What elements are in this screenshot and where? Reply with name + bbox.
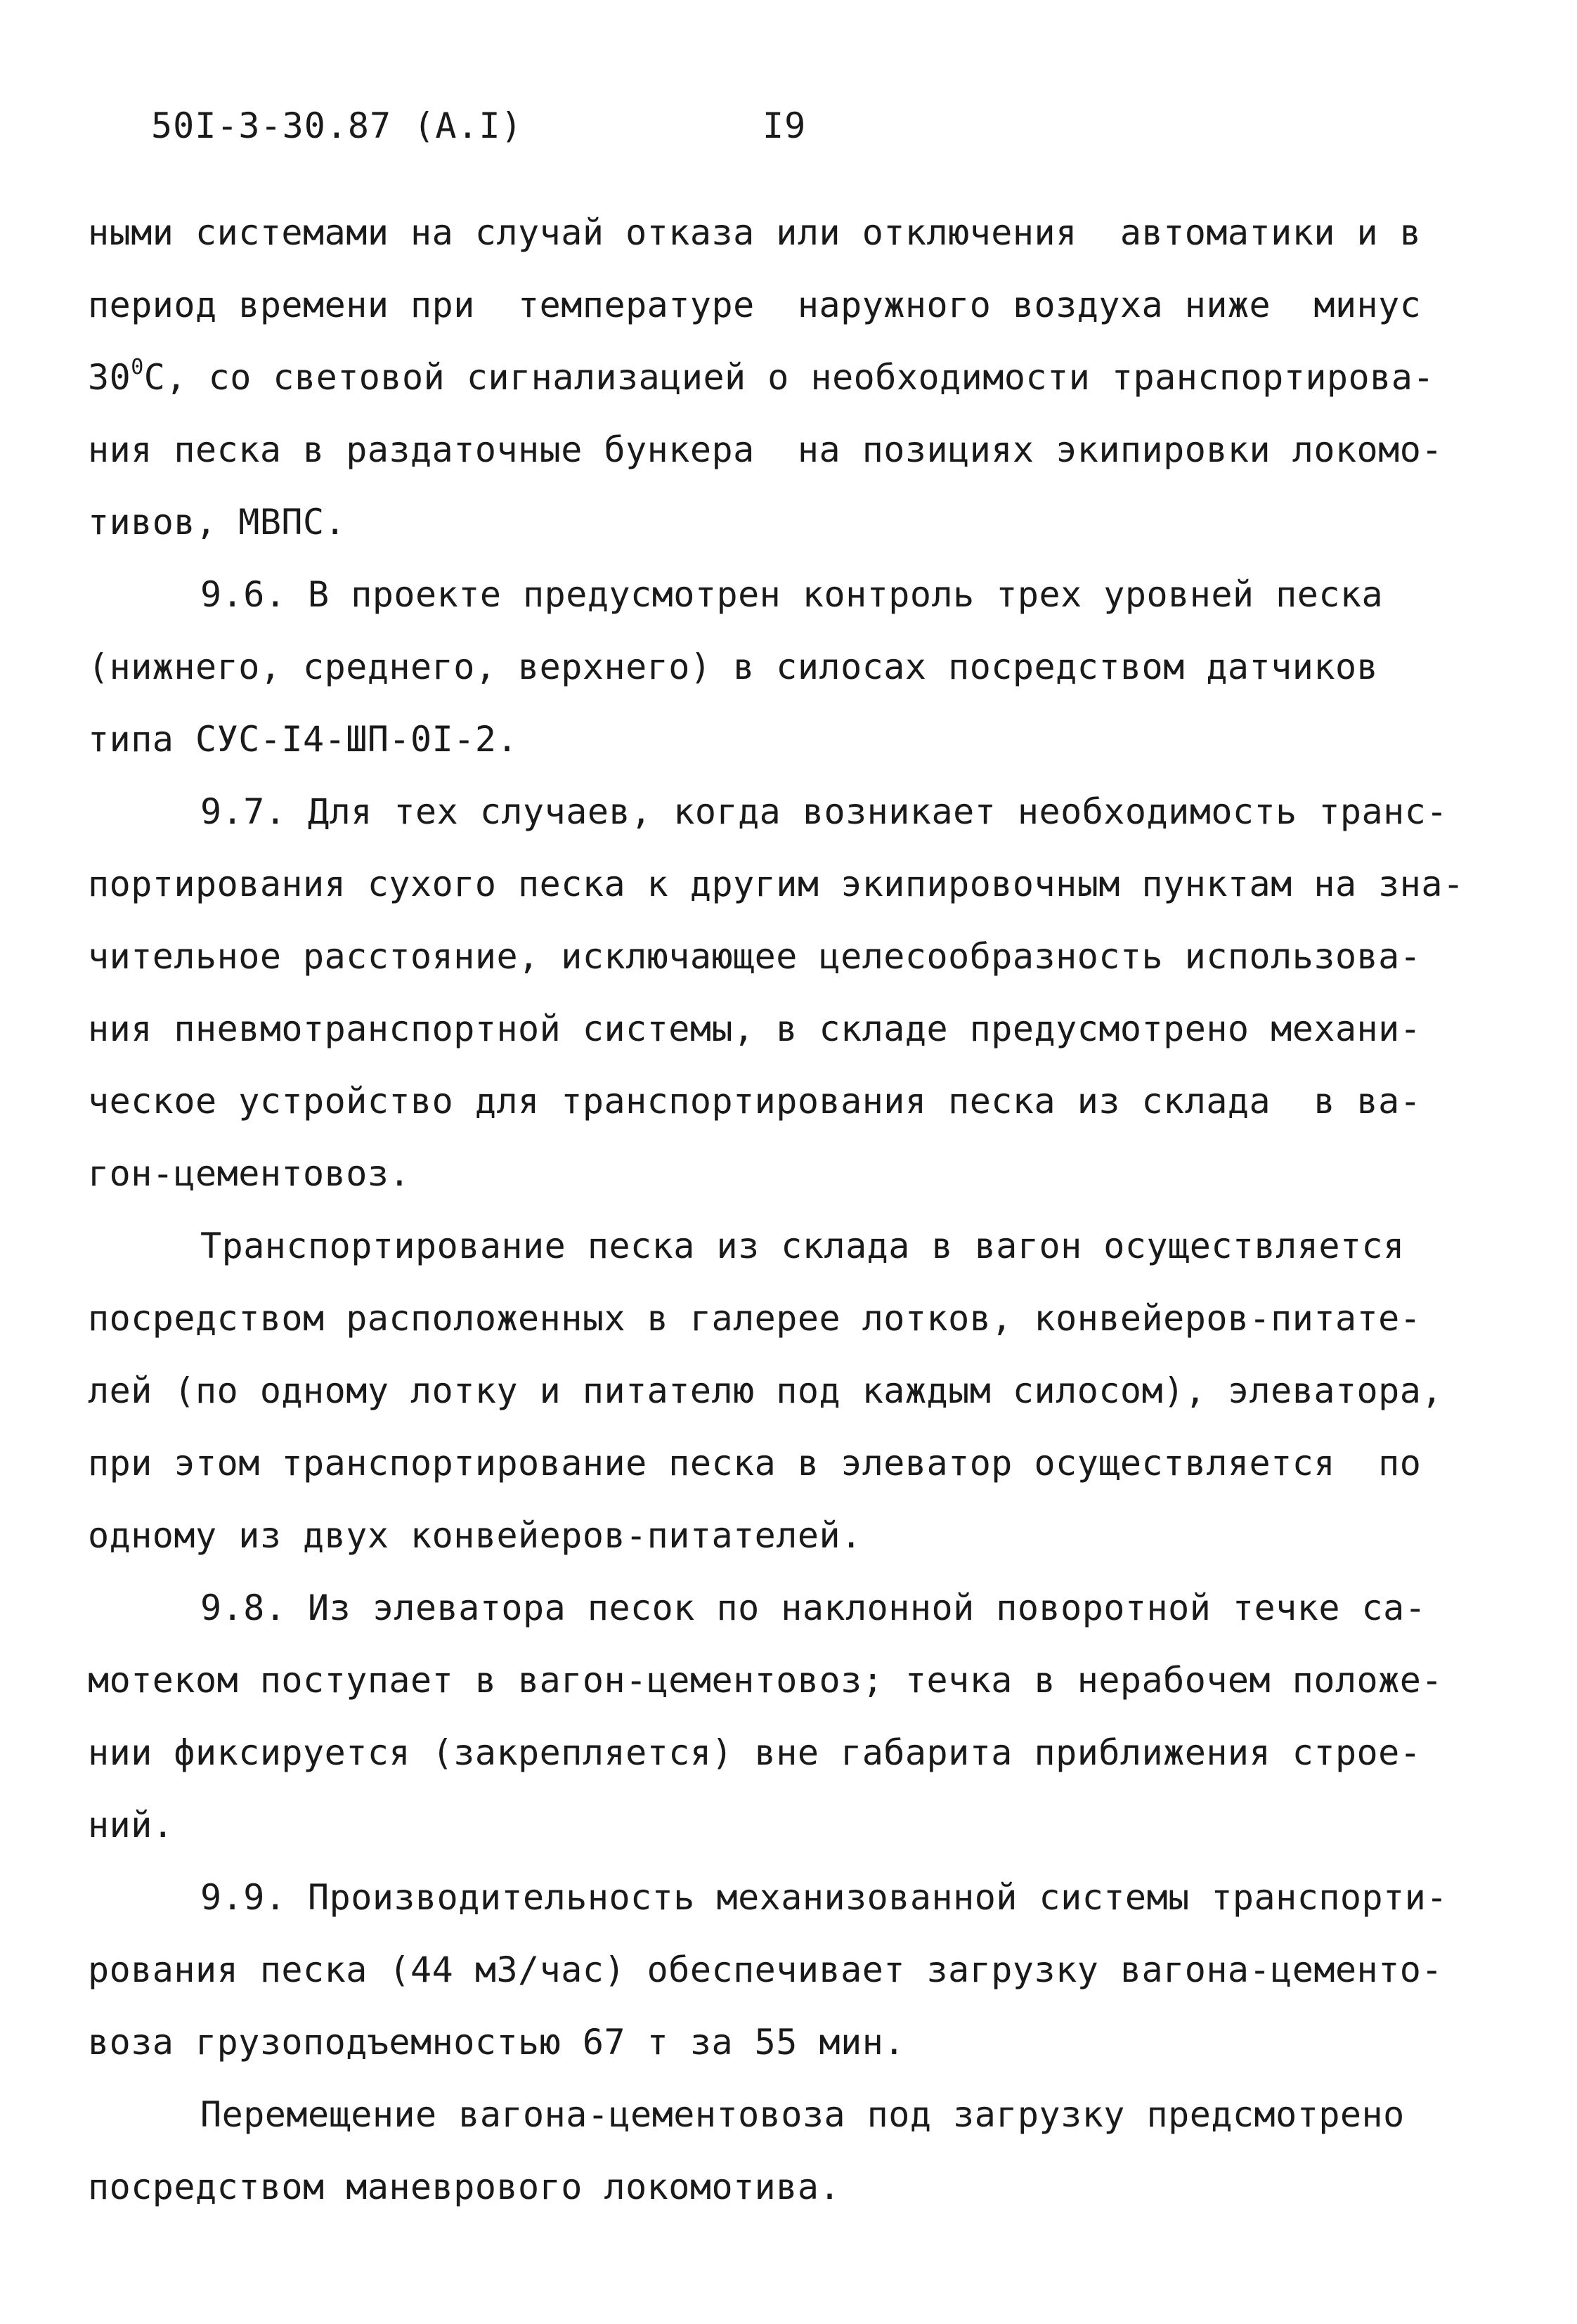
page-number: I9 [762, 105, 807, 146]
text-line: 9.6. В проекте предусмотрен контроль трех уровней песка [200, 574, 1384, 615]
text-line: одному из двух конвейеров-питателей. [88, 1515, 862, 1556]
text-line: при этом транспортирование песка в элеватор осуществляется по [88, 1443, 1422, 1484]
text-line: воза грузоподъемностью 67 т за 55 мин. [88, 2022, 905, 2063]
text-line: 9.8. Из элеватора песок по наклонной поворотной течке са- [200, 1588, 1427, 1628]
text-line: период времени при температуре наружного воздуха ниже минус [88, 285, 1422, 325]
text-line: лей (по одному лотку и питателю под каждым силосом), элеватора, [88, 1370, 1443, 1411]
text-line: ния пневмотранспортной системы, в складе предусмотрено механи- [88, 1008, 1422, 1049]
text-line: ческое устройство для транспортирования песка из склада в ва- [88, 1081, 1422, 1122]
text-line: Перемещение вагона-цементовоза под загрузку предсмотрено [200, 2094, 1405, 2135]
text-line: чительное расстояние, исключающее целесообразность использова- [88, 936, 1422, 977]
text-line: ния песка в раздаточные бункера на позициях экипировки локомо- [88, 429, 1443, 470]
text-line-part: С, со световой сигнализацией о необходимости транспортирова- [143, 357, 1434, 398]
page-header [151, 105, 807, 146]
body-text [88, 197, 1521, 2224]
text-line: 9.7. Для тех случаев, когда возникает необходимость транс- [200, 791, 1448, 832]
text-line-part: 30 [88, 357, 131, 398]
text-line [88, 342, 1521, 414]
text-line: портирования сухого песка к другим экипировочным пунктам на зна- [88, 864, 1465, 904]
text-line: нии фиксируется (закрепляется) вне габарита приближения строе- [88, 1732, 1422, 1773]
text-line: Транспортирование песка из склада в вагон осуществляется [200, 1226, 1405, 1266]
text-line: типа СУС-I4-ШП-0I-2. [88, 719, 519, 760]
document-code: 50I-3-30.87 (A.I) [151, 105, 523, 146]
text-line: ний. [88, 1805, 174, 1845]
text-line: посредством расположенных в галерее лотков, конвейеров-питате- [88, 1298, 1422, 1339]
text-line: (нижнего, среднего, верхнего) в силосах посредством датчиков [88, 647, 1379, 687]
text-line: гон-цементовоз. [88, 1153, 411, 1194]
text-line: посредством маневрового локомотива. [88, 2167, 841, 2207]
text-line: тивов, МВПС. [88, 502, 346, 543]
text-line: ными системами на случай отказа или отключения автоматики и в [88, 212, 1422, 253]
degree-superscript: 0 [131, 355, 144, 379]
text-line: рования песка (44 м3/час) обеспечивает загрузку вагона-цементо- [88, 1949, 1443, 1990]
text-line: мотеком поступает в вагон-цементовоз; течка в нерабочем положе- [88, 1660, 1443, 1701]
text-line: 9.9. Производительность механизованной системы транспорти- [200, 1877, 1448, 1918]
